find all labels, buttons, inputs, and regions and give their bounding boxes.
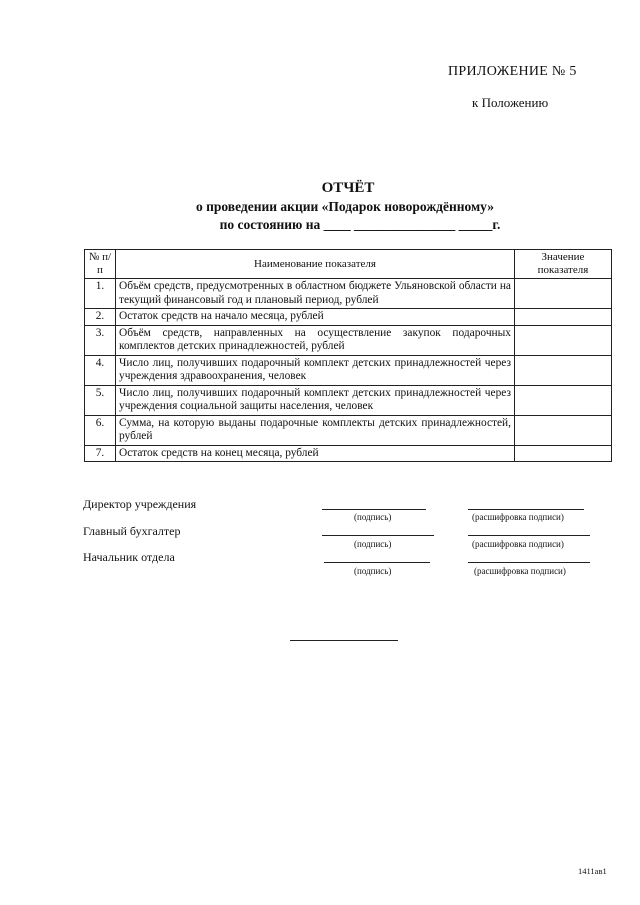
row-num: 7.	[85, 445, 116, 462]
report-table	[84, 249, 612, 462]
row-num: 5.	[85, 385, 116, 415]
table-row	[85, 445, 612, 462]
report-subtitle: о проведении акции «Подарок новорождённому»	[195, 199, 495, 214]
dept-head-signature-caption: (подпись)	[354, 566, 392, 576]
director-signature-caption: (подпись)	[354, 512, 392, 522]
appendix-label: ПРИЛОЖЕНИЕ № 5	[448, 64, 577, 79]
table-row	[85, 325, 612, 355]
row-num: 3.	[85, 325, 116, 355]
end-separator-line	[290, 640, 398, 641]
row-value[interactable]	[515, 415, 612, 445]
chief-accountant-label: Главный бухгалтер	[83, 524, 181, 538]
table-row	[85, 355, 612, 385]
row-name: Остаток средств на конец месяца, рублей	[116, 445, 515, 462]
accountant-decode-caption: (расшифровка подписи)	[472, 539, 564, 549]
document-code: 1411ав1	[578, 866, 607, 876]
director-signature-line[interactable]	[322, 509, 426, 510]
table-row	[85, 309, 612, 326]
row-value[interactable]	[515, 309, 612, 326]
dept-head-signature-line[interactable]	[324, 562, 430, 563]
row-name: Объём средств, предусмотренных в областном бюджете Ульяновской области на текущий финансовый год и плановый период, рублей	[116, 279, 515, 309]
row-value[interactable]	[515, 445, 612, 462]
table-row	[85, 279, 612, 309]
row-num: 6.	[85, 415, 116, 445]
header-value: Значение показателя	[515, 250, 612, 279]
dept-head-decode-caption: (расшифровка подписи)	[474, 566, 566, 576]
row-value[interactable]	[515, 279, 612, 309]
header-num: № п/п	[85, 250, 116, 279]
row-name: Объём средств, направленных на осуществление закупок подарочных комплектов детских принадлежностей, рублей	[116, 325, 515, 355]
regulation-reference: к Положению	[472, 95, 549, 110]
report-date-line: по состоянию на ____ _______________ _____г.	[219, 217, 501, 232]
row-value[interactable]	[515, 325, 612, 355]
row-name: Число лиц, получивших подарочный комплект детских принадлежностей через учреждения здравоохранения, человек	[116, 355, 515, 385]
table-header-row	[85, 250, 612, 279]
row-value[interactable]	[515, 385, 612, 415]
row-name: Число лиц, получивших подарочный комплект детских принадлежностей через учреждения социальной защиты населения, человек	[116, 385, 515, 415]
accountant-decode-line[interactable]	[468, 535, 590, 536]
row-num: 4.	[85, 355, 116, 385]
table-row	[85, 415, 612, 445]
director-decode-caption: (расшифровка подписи)	[472, 512, 564, 522]
director-decode-line[interactable]	[468, 509, 584, 510]
row-num: 2.	[85, 309, 116, 326]
row-name: Остаток средств на начало месяца, рублей	[116, 309, 515, 326]
row-name: Сумма, на которую выданы подарочные комплекты детских принадлежностей, рублей	[116, 415, 515, 445]
table-row	[85, 385, 612, 415]
director-label: Директор учреждения	[83, 497, 197, 511]
dept-head-decode-line[interactable]	[468, 562, 590, 563]
department-head-label: Начальник отдела	[83, 550, 175, 564]
row-num: 1.	[85, 279, 116, 309]
accountant-signature-caption: (подпись)	[354, 539, 392, 549]
header-name: Наименование показателя	[116, 250, 515, 279]
accountant-signature-line[interactable]	[322, 535, 434, 536]
row-value[interactable]	[515, 355, 612, 385]
report-title: ОТЧЁТ	[321, 180, 375, 196]
